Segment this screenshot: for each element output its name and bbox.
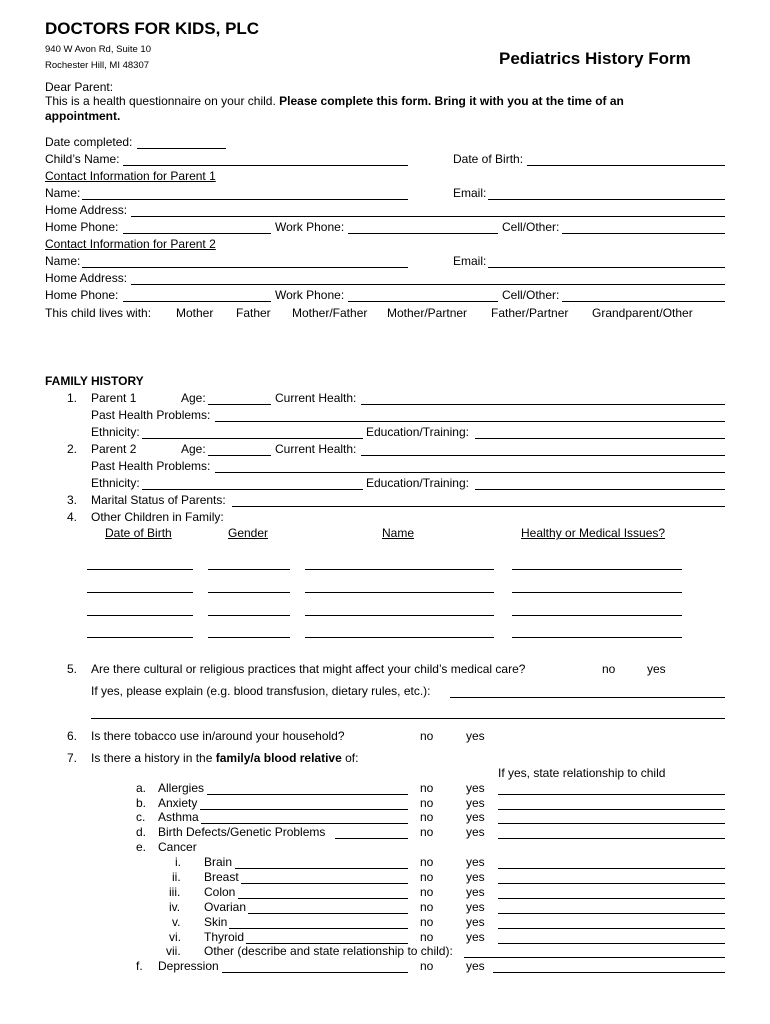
child1-name-field[interactable] [305, 569, 494, 570]
parent2-health-field[interactable] [361, 455, 725, 456]
item-number-5: 5. [67, 662, 78, 676]
thyroid-relationship-field[interactable] [498, 943, 725, 944]
ovarian-yes-option[interactable]: yes [466, 900, 485, 914]
child2-dob-field[interactable] [87, 592, 193, 593]
condition-label: Birth Defects/Genetic Problems [158, 825, 326, 839]
q6-yes-option[interactable]: yes [466, 729, 485, 743]
brain-field[interactable] [235, 868, 408, 869]
ovarian-field[interactable] [248, 913, 408, 914]
parent1-health-label: Current Health: [275, 391, 357, 405]
skin-relationship-field[interactable] [498, 928, 725, 929]
parent2-age-field[interactable] [208, 455, 271, 456]
cancer-label: Cancer [158, 840, 197, 854]
column-header-name: Name [382, 526, 415, 540]
asthma-yes-option[interactable]: yes [466, 810, 485, 824]
other-cancer-marker: vii. [166, 944, 181, 958]
child1-dob-field[interactable] [87, 569, 193, 570]
child4-health-field[interactable] [512, 637, 682, 638]
parent1-cell-label: Cell/Other: [502, 220, 560, 234]
lives-with-label: This child lives with: [45, 306, 152, 320]
parent1-cell-field[interactable] [562, 233, 725, 234]
parent1-ethnicity-label: Ethnicity: [91, 425, 140, 439]
condition-marker: b. [136, 796, 147, 810]
child2-name-field[interactable] [305, 592, 494, 593]
parent1-past-label: Past Health Problems: [91, 408, 211, 422]
parent1-home-phone-label: Home Phone: [45, 220, 119, 234]
parent1-education-field[interactable] [475, 438, 725, 439]
anxiety-relationship-field[interactable] [498, 809, 725, 810]
lives-with-grandparent-other[interactable]: Grandparent/Other [592, 306, 693, 320]
q5-explain-label: If yes, please explain (e.g. blood transfusion, dietary rules, etc.): [91, 684, 431, 698]
ovarian-relationship-field[interactable] [498, 913, 725, 914]
allergies-relationship-field[interactable] [498, 794, 725, 795]
depression-field[interactable] [222, 972, 408, 973]
other-cancer-field[interactable] [464, 957, 725, 958]
thyroid-no-option[interactable]: no [420, 930, 434, 944]
child1-health-field[interactable] [512, 569, 682, 570]
marital-status-label: Marital Status of Parents: [91, 493, 226, 507]
child1-gender-field[interactable] [208, 569, 290, 570]
q7-text [91, 751, 358, 765]
address-line-2: Rochester Hill, MI 48307 [45, 60, 150, 71]
child3-health-field[interactable] [512, 615, 682, 616]
depression-no-option[interactable]: no [420, 959, 434, 973]
birth-defects-field[interactable] [335, 838, 408, 839]
anxiety-field[interactable] [200, 809, 408, 810]
parent1-past-field[interactable] [215, 421, 725, 422]
colon-yes-option[interactable]: yes [466, 885, 485, 899]
parent1-work-phone-field[interactable] [348, 233, 498, 234]
cancer-type-marker: v. [172, 915, 181, 929]
q5-explain-field-1[interactable] [450, 697, 725, 698]
child3-dob-field[interactable] [87, 615, 193, 616]
parent1-health-field[interactable] [361, 404, 725, 405]
parent2-address-field[interactable] [131, 284, 725, 285]
relationship-note: If yes, state relationship to child [498, 766, 666, 780]
q7-text-post: of: [341, 751, 359, 765]
child2-health-field[interactable] [512, 592, 682, 593]
condition-marker: c. [136, 810, 146, 824]
lives-with-mother-father[interactable]: Mother/Father [292, 306, 368, 320]
parent2-past-field[interactable] [215, 472, 725, 473]
date-of-birth-field[interactable] [527, 165, 725, 166]
q5-explain-field-2[interactable] [91, 718, 725, 719]
parent2-health-label: Current Health: [275, 442, 357, 456]
family-history-heading: FAMILY HISTORY [45, 374, 144, 388]
parent2-address-label: Home Address: [45, 271, 128, 285]
q7-text-bold: family/a blood relative [215, 751, 342, 765]
q6-no-option[interactable]: no [420, 729, 434, 743]
cancer-type-label: Breast [204, 870, 239, 884]
parent2-past-label: Past Health Problems: [91, 459, 211, 473]
depression-relationship-field[interactable] [493, 972, 725, 973]
depression-label: Depression [158, 959, 219, 973]
date-completed-field[interactable] [137, 148, 226, 149]
cancer-type-label: Brain [204, 855, 233, 869]
parent2-name-field[interactable] [82, 267, 408, 268]
parent2-home-phone-label: Home Phone: [45, 288, 119, 302]
item-number-6: 6. [67, 729, 78, 743]
child2-gender-field[interactable] [208, 592, 290, 593]
item-number-2: 2. [67, 442, 78, 456]
cancer-marker: e. [136, 840, 147, 854]
marital-status-field[interactable] [232, 506, 725, 507]
parent2-cell-label: Cell/Other: [502, 288, 560, 302]
anxiety-no-option[interactable]: no [420, 796, 434, 810]
other-children-label: Other Children in Family: [91, 510, 224, 524]
condition-marker: d. [136, 825, 147, 839]
lives-with-father[interactable]: Father [236, 306, 271, 320]
parent1-label: Parent 1 [91, 391, 137, 405]
lives-with-mother[interactable]: Mother [176, 306, 214, 320]
parent2-age-label: Age: [181, 442, 206, 456]
depression-marker: f. [136, 959, 143, 973]
lives-with-father-partner[interactable]: Father/Partner [491, 306, 569, 320]
asthma-field[interactable] [201, 823, 408, 824]
intro-text [45, 94, 624, 108]
child4-dob-field[interactable] [87, 637, 193, 638]
parent2-cell-field[interactable] [562, 301, 725, 302]
childs-name-field[interactable] [123, 165, 408, 166]
item-number-3: 3. [67, 493, 78, 507]
anxiety-yes-option[interactable]: yes [466, 796, 485, 810]
lives-with-mother-partner[interactable]: Mother/Partner [387, 306, 468, 320]
column-header-dob: Date of Birth [105, 526, 172, 540]
child3-name-field[interactable] [305, 615, 494, 616]
parent2-ethnicity-field[interactable] [142, 489, 363, 490]
child4-name-field[interactable] [305, 637, 494, 638]
parent1-address-label: Home Address: [45, 203, 128, 217]
q5-text: Are there cultural or religious practices that might affect your child’s medical care? [91, 662, 526, 676]
cancer-type-label: Thyroid [204, 930, 245, 944]
item-number-4: 4. [67, 510, 78, 524]
form-title: Pediatrics History Form [499, 49, 691, 68]
asthma-no-option[interactable]: no [420, 810, 434, 824]
condition-label: Allergies [158, 781, 205, 795]
q5-no-option[interactable]: no [602, 662, 616, 676]
cancer-type-marker: iv. [169, 900, 181, 914]
date-completed-label: Date completed: [45, 135, 133, 149]
other-cancer-label: Other (describe and state relationship to child): [204, 944, 453, 958]
allergies-field[interactable] [207, 794, 408, 795]
parent2-ethnicity-label: Ethnicity: [91, 476, 140, 490]
childs-name-label: Child’s Name: [45, 152, 120, 166]
parent2-email-field[interactable] [488, 267, 725, 268]
brain-yes-option[interactable]: yes [466, 855, 485, 869]
brain-no-option[interactable]: no [420, 855, 434, 869]
parent2-education-label: Education/Training: [366, 476, 469, 490]
parent1-age-label: Age: [181, 391, 206, 405]
brain-relationship-field[interactable] [498, 868, 725, 869]
thyroid-yes-option[interactable]: yes [466, 930, 485, 944]
cancer-type-label: Skin [204, 915, 228, 929]
condition-label: Asthma [158, 810, 199, 824]
cancer-type-marker: ii. [172, 870, 181, 884]
parent2-email-label: Email: [453, 254, 487, 268]
date-of-birth-label: Date of Birth: [453, 152, 524, 166]
child4-gender-field[interactable] [208, 637, 290, 638]
parent2-work-phone-label: Work Phone: [275, 288, 345, 302]
parent1-address-field[interactable] [131, 216, 725, 217]
parent2-education-field[interactable] [475, 489, 725, 490]
parent1-contact-heading: Contact Information for Parent 1 [45, 169, 216, 183]
parent2-label: Parent 2 [91, 442, 137, 456]
parent2-contact-heading: Contact Information for Parent 2 [45, 237, 216, 251]
birth-defects-no-option[interactable]: no [420, 825, 434, 839]
colon-no-option[interactable]: no [420, 885, 434, 899]
q5-yes-option[interactable]: yes [647, 662, 666, 676]
parent1-email-field[interactable] [488, 199, 725, 200]
breast-field[interactable] [241, 883, 408, 884]
parent1-name-label: Name: [45, 186, 81, 200]
birth-defects-relationship-field[interactable] [498, 838, 725, 839]
allergies-no-option[interactable]: no [420, 781, 434, 795]
greeting: Dear Parent: [45, 80, 114, 94]
skin-field[interactable] [229, 928, 408, 929]
ovarian-no-option[interactable]: no [420, 900, 434, 914]
parent2-home-phone-field[interactable] [123, 301, 271, 302]
depression-yes-option[interactable]: yes [466, 959, 485, 973]
parent2-work-phone-field[interactable] [348, 301, 498, 302]
parent1-work-phone-label: Work Phone: [275, 220, 345, 234]
cancer-type-label: Colon [204, 885, 236, 899]
breast-relationship-field[interactable] [498, 883, 725, 884]
item-number-7: 7. [67, 751, 78, 765]
child3-gender-field[interactable] [208, 615, 290, 616]
cancer-type-marker: iii. [169, 885, 181, 899]
breast-yes-option[interactable]: yes [466, 870, 485, 884]
allergies-yes-option[interactable]: yes [466, 781, 485, 795]
item-number-1: 1. [67, 391, 78, 405]
condition-label: Anxiety [158, 796, 198, 810]
asthma-relationship-field[interactable] [498, 823, 725, 824]
skin-no-option[interactable]: no [420, 915, 434, 929]
cancer-type-marker: vi. [169, 930, 181, 944]
colon-field[interactable] [238, 898, 408, 899]
colon-relationship-field[interactable] [498, 898, 725, 899]
intro-plain: This is a health questionnaire on your child. [45, 94, 276, 108]
company-name: DOCTORS FOR KIDS, PLC [45, 19, 260, 38]
address-line-1: 940 W Avon Rd, Suite 10 [45, 44, 151, 55]
intro-bold-2: appointment. [45, 109, 121, 123]
column-header-healthy: Healthy or Medical Issues? [521, 526, 666, 540]
cancer-type-marker: i. [175, 855, 181, 869]
cancer-type-label: Ovarian [204, 900, 247, 914]
parent1-education-label: Education/Training: [366, 425, 469, 439]
q6-text: Is there tobacco use in/around your household? [91, 729, 345, 743]
parent1-age-field[interactable] [208, 404, 271, 405]
column-header-gender: Gender [228, 526, 269, 540]
parent1-name-field[interactable] [82, 199, 408, 200]
birth-defects-yes-option[interactable]: yes [466, 825, 485, 839]
breast-no-option[interactable]: no [420, 870, 434, 884]
parent2-name-label: Name: [45, 254, 81, 268]
parent1-email-label: Email: [453, 186, 487, 200]
intro-bold-1: Please complete this form. Bring it with you at the time of an [279, 94, 624, 108]
condition-marker: a. [136, 781, 147, 795]
skin-yes-option[interactable]: yes [466, 915, 485, 929]
parent1-home-phone-field[interactable] [123, 233, 271, 234]
parent1-ethnicity-field[interactable] [142, 438, 363, 439]
q7-text-pre: Is there a history in the [91, 751, 216, 765]
